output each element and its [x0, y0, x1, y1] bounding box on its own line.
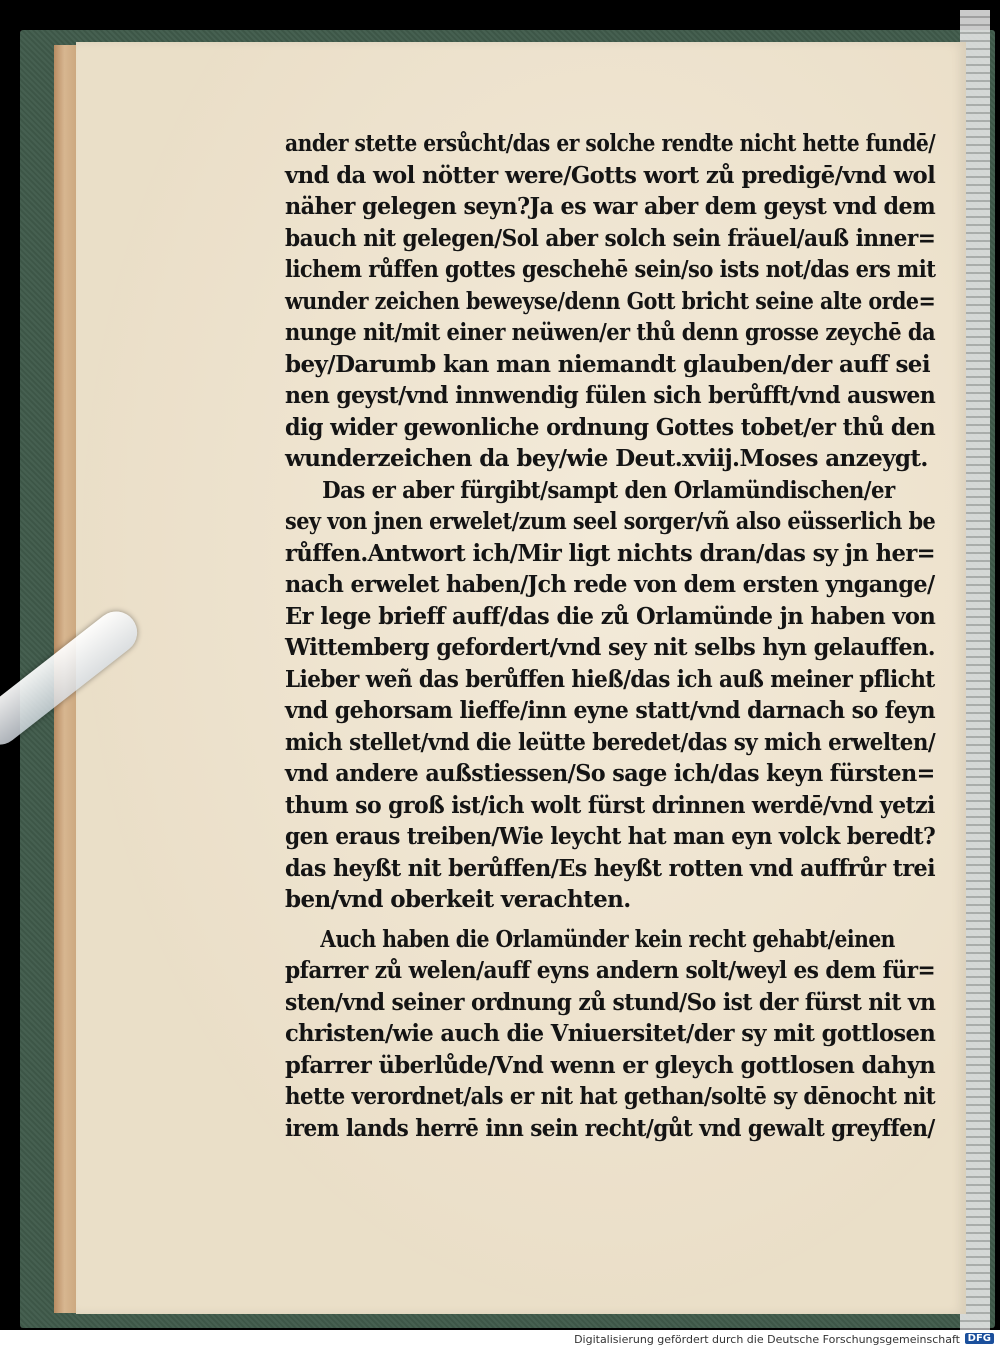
text-line: nunge nit/mit einer neüwen/er thů denn grosse zeychē da: [285, 319, 936, 346]
text-line: bey/Darumb kan man niemandt glauben/der auff sei: [285, 350, 930, 378]
text-line: sten/vnd seiner ordnung zů stund/So ist der fürst nit vn: [285, 988, 936, 1016]
text-line: Wittemberg gefordert/vnd sey nit selbs hyn gelauffen.: [285, 634, 936, 661]
text-line: sey von jnen erwelet/zum seel sorger/vñ also eüsserlich be: [285, 508, 936, 535]
funding-credit: Digitalisierung gefördert durch die Deutsche Forschungsgemeinschaft: [574, 1333, 960, 1346]
text-line: lichem růffen gottes geschehē sein/so ists not/das ers mit: [285, 256, 936, 283]
text-line: ben/vnd oberkeit verachten.: [285, 886, 631, 913]
text-line: Lieber weñ das berůffen hieß/das ich auß meiner pflicht: [285, 665, 935, 693]
text-line: thum so groß ist/ich wolt fürst drinnen werdē/vnd yetzi: [285, 791, 935, 819]
paragraph-start-line: Auch haben die Orlamünder kein recht gehabt/einen: [320, 925, 895, 953]
text-line: vnd gehorsam lieffe/inn eyne statt/vnd darnach so feyn: [285, 697, 936, 724]
text-line: mich stellet/vnd die leütte beredet/das sy mich erwelten/: [285, 728, 936, 756]
text-line: pfarrer zů welen/auff eyns andern solt/weyl es dem für=: [285, 957, 936, 984]
text-line: nen geyst/vnd innwendig fülen sich berůfft/vnd auswen: [285, 382, 936, 409]
text-line: christen/wie auch die Vniuersitet/der sy mit gottlosen: [285, 1020, 936, 1047]
text-line: vnd andere außstiessen/So sage ich/das keyn fürsten=: [285, 760, 935, 787]
text-line: vnd da wol nötter were/Gotts wort zů predigē/vnd wol: [285, 161, 936, 189]
text-line: růffen.Antwort ich/Mir ligt nichts dran/das sy jn her=: [285, 539, 936, 567]
text-line: wunder zeichen beweyse/denn Gott bricht seine alte orde=: [285, 287, 936, 315]
page-text-block: [285, 128, 935, 1144]
text-line: das heyßt nit berůffen/Es heyßt rotten vnd auffrůr trei: [285, 854, 936, 882]
text-line: irem lands herrē inn sein recht/gůt vnd gewalt greyffen/: [285, 1114, 935, 1142]
text-line: hette verordnet/als er nit hat gethan/soltē sy dēnocht nit: [285, 1083, 936, 1110]
dfg-logo: DFG: [965, 1333, 994, 1344]
paragraph-start-line: Das er aber fürgibt/sampt den Orlamündischen/er: [322, 476, 895, 504]
digitization-footer: [0, 1330, 1000, 1350]
text-line: ander stette ersůcht/das er solche rendte nicht hette fundē/: [285, 130, 936, 157]
text-line: nach erwelet haben/Jch rede von dem ersten yngange/: [285, 571, 935, 598]
text-line: pfarrer überlůde/Vnd wenn er gleych gottlosen dahyn: [285, 1051, 936, 1079]
text-line: bauch nit gelegen/Sol aber solch sein fräuel/auß inner=: [285, 224, 936, 252]
text-line: wunderzeichen da bey/wie Deut.xviij.Moses anzeygt.: [285, 445, 928, 472]
paragraph-gap: [285, 916, 935, 924]
text-line: gen eraus treiben/Wie leycht hat man eyn volck beredt?: [285, 823, 936, 850]
text-line: Er lege brieff auff/das die zů Orlamünde jn haben von: [285, 602, 936, 630]
text-line: näher gelegen seyn?Ja es war aber dem geyst vnd dem: [285, 193, 936, 220]
text-line: dig wider gewonliche ordnung Gottes tobet/er thů den: [285, 413, 936, 441]
